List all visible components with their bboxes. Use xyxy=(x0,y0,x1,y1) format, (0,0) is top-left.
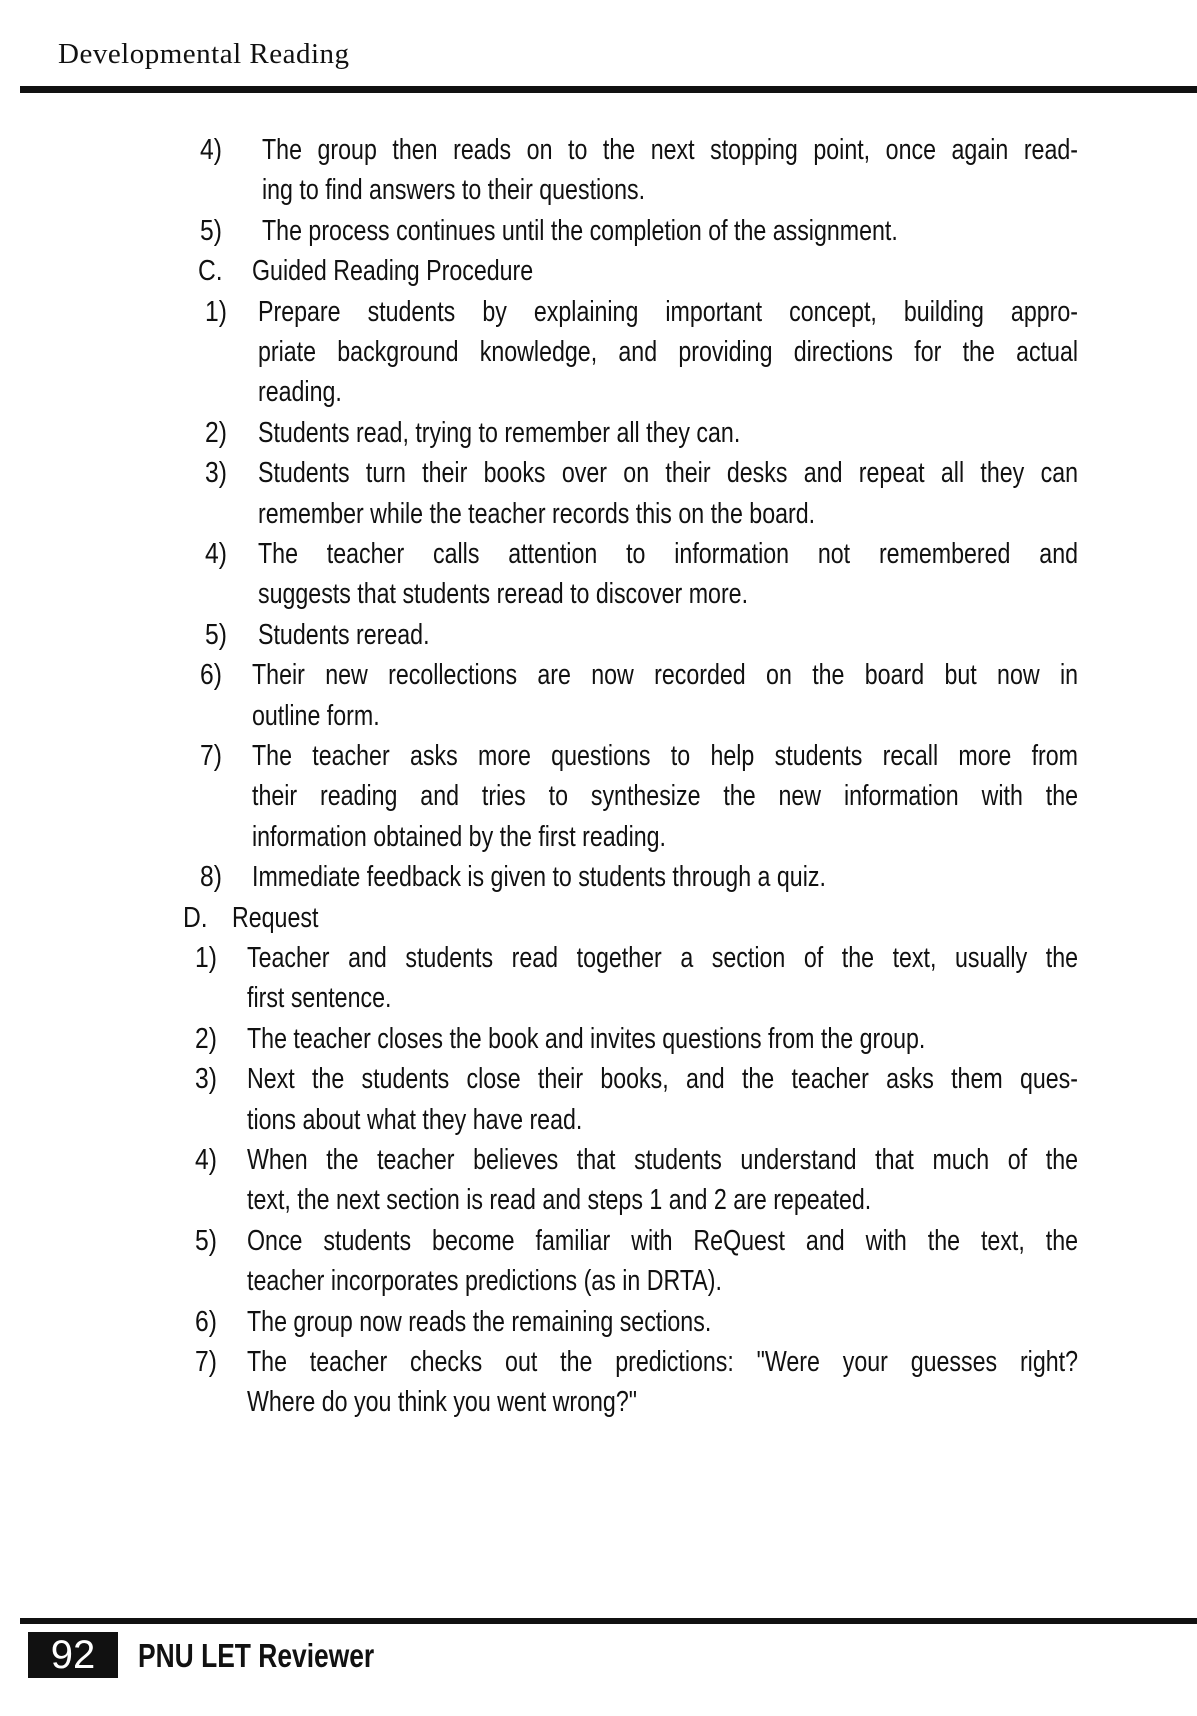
list-item-line-text: first sentence. xyxy=(247,982,392,1015)
list-item-line-text: The teacher asks more questions to help students recall more from xyxy=(252,740,1078,772)
list-item-number-text: 7) xyxy=(200,740,222,772)
list-item-number xyxy=(195,1140,221,1180)
list-item-line-text: Students read, trying to remember all they can. xyxy=(258,416,741,449)
list-item-number xyxy=(205,453,231,493)
list-item-number-text: 7) xyxy=(195,1346,217,1378)
list-item-line-text: Students reread. xyxy=(258,618,430,651)
list-item-line-text: priate background knowledge, and providing directions for the actual xyxy=(258,336,1078,368)
list-item-line xyxy=(247,1059,1197,1099)
list-item-number-text: 5) xyxy=(205,618,227,651)
list-item-line xyxy=(258,332,1197,372)
list-item-line-text: text, the next section is read and steps 1 and 2 are repeated. xyxy=(247,1184,872,1217)
list-item-line xyxy=(247,1019,1095,1059)
footer-book-title-text: PNU LET Reviewer xyxy=(138,1637,375,1674)
section-heading-text: Request xyxy=(232,901,319,934)
list-item-number-text: 5) xyxy=(200,214,222,247)
list-item-line xyxy=(258,413,861,453)
list-item-number-text: 6) xyxy=(200,659,222,692)
section-heading xyxy=(252,251,603,291)
list-item-line-text: suggests that students reread to discover more. xyxy=(258,578,749,611)
list-item-line-text: information obtained by the first reading. xyxy=(252,820,666,853)
list-item-number xyxy=(205,292,231,332)
list-item-number xyxy=(195,1019,221,1059)
list-item-number-text: 1) xyxy=(205,295,227,328)
list-item-number-text: 5) xyxy=(195,1224,217,1257)
list-item-line xyxy=(252,655,1197,695)
list-item-number-text: 4) xyxy=(205,538,227,570)
list-item-line-text: The process continues until the completion of the assignment. xyxy=(262,214,898,247)
list-item-number xyxy=(200,130,226,170)
list-item-line xyxy=(262,130,1197,170)
running-header: Developmental Reading xyxy=(58,38,350,70)
section-heading-text: Guided Reading Procedure xyxy=(252,255,534,288)
section-letter xyxy=(198,251,227,291)
list-item-line-text: Immediate feedback is given to students through a quiz. xyxy=(252,861,826,894)
header-rule xyxy=(20,86,1197,93)
list-item-number xyxy=(200,857,226,897)
list-item-number-text: 2) xyxy=(205,416,227,449)
list-item-line xyxy=(258,372,363,412)
footer-book-title xyxy=(138,1634,433,1678)
list-item-line-text: Once students become familiar with ReQuest and with the text, the xyxy=(247,1224,1078,1257)
list-item-line-text: Prepare students by explaining important concept, building appro- xyxy=(258,295,1078,328)
list-item-line xyxy=(258,453,1197,493)
list-item-number xyxy=(195,1302,221,1342)
list-item-line xyxy=(247,1342,1197,1382)
list-item-number xyxy=(205,615,231,655)
list-item-line-text: Teacher and students read together a section of the text, usually the xyxy=(247,942,1078,974)
list-item-line-text: The group now reads the remaining sections. xyxy=(247,1305,712,1338)
list-item-line-text: their reading and tries to synthesize the new information with the xyxy=(252,780,1078,813)
list-item-line-text: The teacher checks out the predictions: "Were your guesses right? xyxy=(247,1346,1078,1378)
list-item-line xyxy=(247,1100,666,1140)
list-item-line xyxy=(258,574,871,614)
list-item-line xyxy=(252,776,1197,816)
section-letter-text: C. xyxy=(198,255,223,288)
list-item-line xyxy=(247,938,1197,978)
list-item-number xyxy=(195,1342,221,1382)
list-item-line xyxy=(247,1302,827,1342)
section-letter xyxy=(183,898,212,938)
list-item-line-text: Students turn their books over on their desks and repeat all they can xyxy=(258,457,1078,490)
list-item-number-text: 2) xyxy=(195,1022,217,1055)
list-item-number-text: 3) xyxy=(195,1063,217,1096)
list-item-line-text: remember while the teacher records this on the board. xyxy=(258,497,816,530)
list-item-line-text: The group then reads on to the next stopping point, once again read- xyxy=(262,134,1078,166)
list-item-line xyxy=(247,1140,1197,1180)
list-item-line-text: Next the students close their books, and the teacher asks them ques- xyxy=(247,1063,1078,1096)
list-item-line-text: outline form. xyxy=(252,699,380,732)
list-item-line xyxy=(252,696,412,736)
list-item-number-text: 3) xyxy=(205,457,227,490)
list-item-line xyxy=(247,1382,734,1422)
list-item-number xyxy=(195,1221,221,1261)
list-item-line-text: teacher incorporates predictions (as in DRTA). xyxy=(247,1265,722,1298)
list-item-number-text: 4) xyxy=(200,134,222,166)
list-item-line-text: ing to find answers to their questions. xyxy=(262,174,646,207)
list-item-line xyxy=(252,736,1197,776)
list-item-line xyxy=(262,170,741,210)
list-item-line xyxy=(247,1261,841,1301)
list-item-line-text: The teacher calls attention to information not remembered and xyxy=(258,538,1078,570)
list-item-number xyxy=(195,1059,221,1099)
list-item-line xyxy=(258,292,1197,332)
list-item-line xyxy=(262,211,1057,251)
list-item-number-text: 6) xyxy=(195,1305,217,1338)
list-item-number xyxy=(200,655,226,695)
list-item-line xyxy=(258,494,954,534)
list-item-number xyxy=(200,736,226,776)
list-item-line xyxy=(247,978,428,1018)
list-item-number xyxy=(205,413,231,453)
list-item-number xyxy=(195,938,221,978)
list-item-number xyxy=(205,534,231,574)
list-item-line xyxy=(252,817,769,857)
list-item-line-text: When the teacher believes that students understand that much of the xyxy=(247,1144,1078,1176)
list-item-line xyxy=(252,857,969,897)
list-item-number xyxy=(200,211,226,251)
list-item-line-text: The teacher closes the book and invites questions from the group. xyxy=(247,1022,926,1055)
list-item-line xyxy=(258,534,1197,574)
list-item-line xyxy=(247,1221,1197,1261)
list-item-number-text: 1) xyxy=(195,942,217,974)
list-item-line-text: reading. xyxy=(258,376,342,409)
list-item-line-text: tions about what they have read. xyxy=(247,1103,583,1136)
list-item-line xyxy=(258,615,472,655)
list-item-line-text: Where do you think you went wrong?" xyxy=(247,1386,637,1419)
section-letter-text: D. xyxy=(183,901,208,934)
list-item-line-text: Their new recollections are now recorded on the board but now in xyxy=(252,659,1078,692)
list-item-number-text: 4) xyxy=(195,1144,217,1176)
list-item-number-text: 8) xyxy=(200,861,222,894)
page-number: 92 xyxy=(28,1632,118,1678)
list-item-line xyxy=(247,1180,1027,1220)
footer-rule xyxy=(20,1618,1197,1624)
section-heading xyxy=(232,898,340,938)
